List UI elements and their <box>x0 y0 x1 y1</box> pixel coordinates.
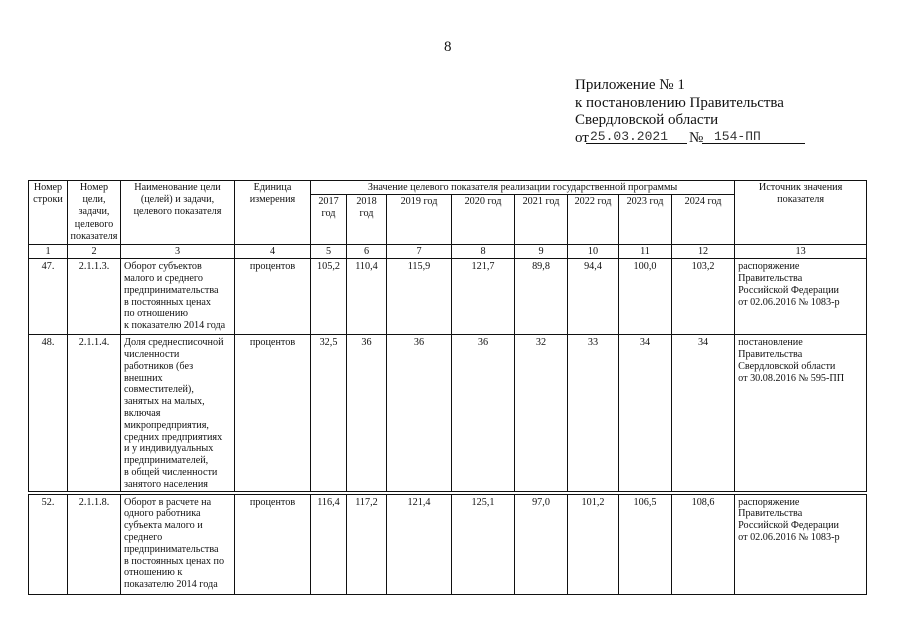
header-year-2024: 2024 год <box>672 195 735 245</box>
column-number: 4 <box>235 245 311 259</box>
value-2020-cell: 125,1 <box>452 493 515 595</box>
table-row <box>29 493 867 595</box>
value-2020-cell: 121,7 <box>452 259 515 335</box>
value-2020-cell: 36 <box>452 335 515 493</box>
indicators-table <box>28 180 867 595</box>
header-indicator-name: Наименование цели (целей) и задачи, целевого показателя <box>121 181 235 245</box>
appendix-date-line <box>575 130 875 148</box>
value-2017-cell: 116,4 <box>311 493 347 595</box>
indicator-name-cell: Доля среднесписочной численности работников (без внешних совместителей), занятых на малых, включая микропредприятия, средних предприятиях и у индивидуальных предпринимателей, в общей численности занятого населения <box>121 335 235 493</box>
indicator-name-cell: Оборот субъектов малого и среднего предпринимательства в постоянных ценах по отношению к показателю 2014 года <box>121 259 235 335</box>
table-row <box>29 335 867 493</box>
value-2021-cell: 32 <box>515 335 568 493</box>
appendix-title: Приложение № 1 <box>575 77 685 93</box>
source-cell: распоряжение Правительства Российской Федерации от 02.06.2016 № 1083-р <box>735 493 867 595</box>
number-sign: № <box>689 129 704 146</box>
indicator-name-cell: Оборот в расчете на одного работника субъекта малого и среднего предпринимательства в постоянных ценах по отношению к показателю 2014 года <box>121 493 235 595</box>
value-2018-cell: 36 <box>347 335 387 493</box>
goal-number-cell: 2.1.1.8. <box>68 493 121 595</box>
unit-cell: процентов <box>235 493 311 595</box>
value-2022-cell: 94,4 <box>568 259 619 335</box>
goal-number-cell: 2.1.1.4. <box>68 335 121 493</box>
header-values-group: Значение целевого показателя реализации государственной программы <box>311 181 735 195</box>
row-number-cell: 52. <box>29 493 68 595</box>
goal-number-cell: 2.1.1.3. <box>68 259 121 335</box>
header-year-2022: 2022 год <box>568 195 619 245</box>
value-2024-cell: 34 <box>672 335 735 493</box>
header-row-number: Номер строки <box>29 181 68 245</box>
column-number: 3 <box>121 245 235 259</box>
page-number: 8 <box>444 39 452 55</box>
value-2018-cell: 117,2 <box>347 493 387 595</box>
header-year-2019: 2019 год <box>387 195 452 245</box>
row-number-cell: 47. <box>29 259 68 335</box>
value-2017-cell: 105,2 <box>311 259 347 335</box>
value-2022-cell: 33 <box>568 335 619 493</box>
unit-cell: процентов <box>235 335 311 493</box>
header-year-2021: 2021 год <box>515 195 568 245</box>
value-2019-cell: 115,9 <box>387 259 452 335</box>
column-number: 8 <box>452 245 515 259</box>
header-row <box>29 181 867 195</box>
column-number: 5 <box>311 245 347 259</box>
header-source: Источник значения показателя <box>735 181 867 245</box>
value-2018-cell: 110,4 <box>347 259 387 335</box>
value-2017-cell: 32,5 <box>311 335 347 493</box>
header-year-2017: 2017 год <box>311 195 347 245</box>
column-number: 6 <box>347 245 387 259</box>
value-2024-cell: 108,6 <box>672 493 735 595</box>
date-field: 25.03.2021 <box>586 130 687 144</box>
value-2023-cell: 106,5 <box>619 493 672 595</box>
header-unit: Единица измерения <box>235 181 311 245</box>
table-row <box>29 259 867 335</box>
column-number: 2 <box>68 245 121 259</box>
value-2024-cell: 103,2 <box>672 259 735 335</box>
value-2019-cell: 121,4 <box>387 493 452 595</box>
value-2021-cell: 89,8 <box>515 259 568 335</box>
header-year-2023: 2023 год <box>619 195 672 245</box>
source-cell: постановление Правительства Свердловской области от 30.08.2016 № 595-ПП <box>735 335 867 493</box>
value-2022-cell: 101,2 <box>568 493 619 595</box>
appendix-block <box>575 77 875 147</box>
column-number: 13 <box>735 245 867 259</box>
column-number: 10 <box>568 245 619 259</box>
header-year-2018: 2018 год <box>347 195 387 245</box>
column-number: 7 <box>387 245 452 259</box>
number-field: 154-ПП <box>702 130 805 144</box>
header-year-2020: 2020 год <box>452 195 515 245</box>
column-number: 12 <box>672 245 735 259</box>
appendix-region-line: Свердловской области <box>575 112 719 129</box>
row-number-cell: 48. <box>29 335 68 493</box>
value-2019-cell: 36 <box>387 335 452 493</box>
unit-cell: процентов <box>235 259 311 335</box>
column-numbers-row <box>29 245 867 259</box>
column-number: 9 <box>515 245 568 259</box>
column-number: 1 <box>29 245 68 259</box>
source-cell: распоряжение Правительства Российской Федерации от 02.06.2016 № 1083-р <box>735 259 867 335</box>
header-goal-number: Номер цели, задачи, целевого показателя <box>68 181 121 245</box>
date-prefix: от <box>575 129 589 146</box>
column-number: 11 <box>619 245 672 259</box>
value-2023-cell: 34 <box>619 335 672 493</box>
value-2023-cell: 100,0 <box>619 259 672 335</box>
value-2021-cell: 97,0 <box>515 493 568 595</box>
appendix-resolution-line: к постановлению Правительства <box>575 94 784 111</box>
